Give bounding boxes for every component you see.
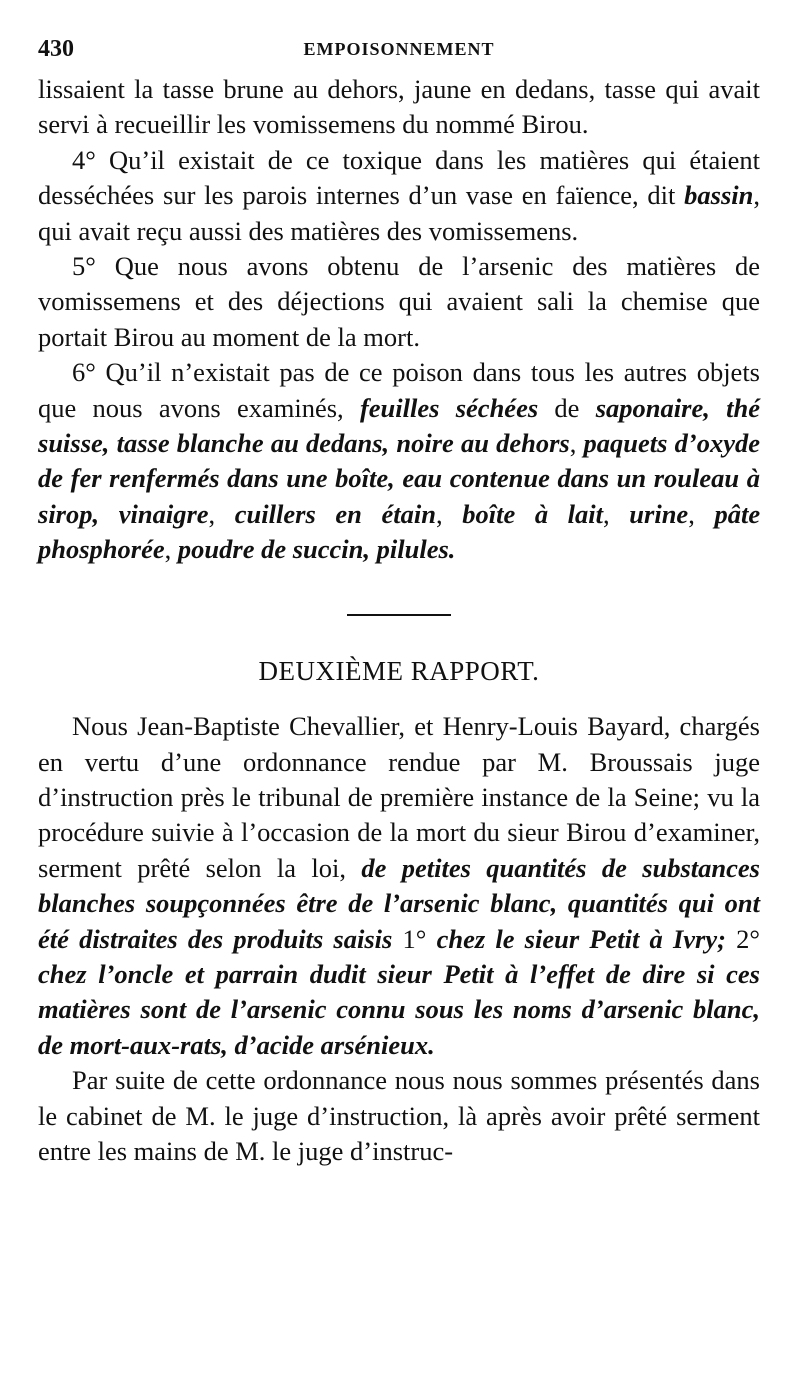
text-segment: 4° Qu’il existait de ce toxique dans les matières qui étaient desséchées sur les parois internes d’un vase en faïence, dit (38, 144, 760, 211)
text-segment: Nous Jean-Baptiste Chevallier, et Henry-Louis Bayard, chargés en vertu d’une ordonnance rendue par M. Broussais juge d’instruction près le tribunal de première instance de la Seine; vu la procédure suivie à l’occasion de la mort du sieur Birou d’examiner, serment prêté selon la loi, (38, 711, 760, 883)
text-segment: , (208, 498, 235, 529)
italic-text-segment: cuillers en étain (234, 498, 436, 529)
italic-text-segment: urine (629, 498, 689, 529)
italic-text-segment: pâte phosphorée (38, 498, 761, 565)
paragraph (38, 355, 760, 567)
page-body (38, 72, 760, 1169)
italic-text-segment: de petites quantités de substances blanches soupçonnées être de l’arsenic blanc, quantités qui ont été distraites des produits saisis (38, 852, 760, 954)
text-segment: 5° Que nous avons obtenu de l’arsenic des matières de vomissemens et des déjections qui avaient sali la chemise que portait Birou au moment de la mort. (38, 251, 760, 352)
paragraph (38, 143, 760, 249)
italic-text-segment: chez le sieur Petit à Ivry; (436, 923, 726, 954)
text-segment: , (435, 498, 463, 529)
paragraphs-before (38, 72, 760, 568)
text-segment: 2° (725, 923, 760, 954)
italic-text-segment: paquets d’oxyde de fer renfermés dans une boîte, eau contenue dans un rouleau à sirop, vinaigre (38, 428, 760, 529)
text-segment: , qui avait reçu aussi des matières des vomissemens. (38, 180, 760, 246)
text-segment: , (569, 428, 584, 459)
text-segment: 6° Qu’il n’existait pas de ce poison dans tous les autres objets que nous avons examinés, (38, 357, 760, 423)
page-header (38, 36, 760, 66)
paragraph (38, 1063, 760, 1169)
section-title: DEUXIÈME RAPPORT. (258, 655, 540, 686)
page-number: 430 (38, 36, 74, 62)
paragraph (38, 72, 760, 143)
italic-text-segment: chez l’oncle et parrain dudit sieur Petit à l’effet de dire si ces matières sont de l’arsenic connu sous les noms d’arsenic blanc, de mort-aux-rats, d’acide arsénieux. (38, 958, 760, 1060)
text-segment: Par suite de cette ordonnance nous nous sommes présentés dans le cabinet de M. le juge d’instruction, là après avoir prêté serment entre les mains de M. le juge d’instruc- (38, 1065, 760, 1166)
italic-text-segment: feuilles séchées (359, 392, 539, 423)
running-title: EMPOISONNEMENT (303, 39, 495, 59)
italic-text-segment: poudre de succin, pilules. (177, 534, 456, 565)
italic-text-segment: saponaire, thé suisse, tasse blanche au dedans, noire au dehors (38, 392, 760, 459)
paragraph (38, 249, 760, 355)
italic-text-segment: boîte à lait (462, 498, 604, 529)
paragraphs-after (38, 709, 760, 1169)
text-segment: , (688, 498, 715, 529)
text-segment: , (603, 498, 630, 529)
text-segment: lissaient la tasse brune au dehors, jaune en dedans, tasse qui avait servi à recueillir les vomissemens du nommé Birou. (38, 74, 760, 140)
italic-text-segment: bassin (684, 180, 754, 211)
text-segment: , (164, 534, 178, 565)
text-segment: de (538, 392, 596, 423)
text-segment: 1° (392, 923, 437, 954)
section-divider-rule (347, 614, 451, 616)
paragraph (38, 709, 760, 1063)
